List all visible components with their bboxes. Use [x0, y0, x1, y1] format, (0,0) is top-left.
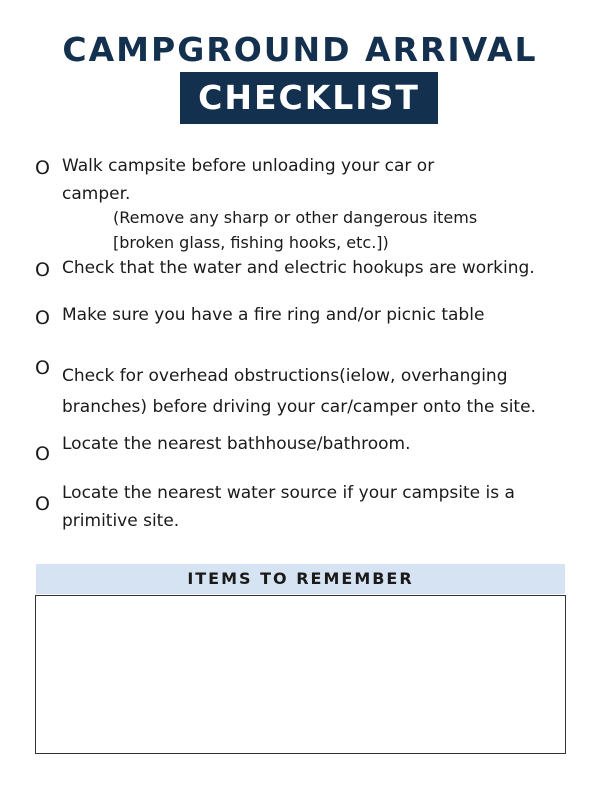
- checklist-item-text: Check that the water and electric hookups are working.: [62, 258, 535, 278]
- items-to-remember-box[interactable]: [35, 595, 566, 754]
- checklist-item-text: Walk campsite before unloading your car or camper.: [62, 156, 435, 204]
- checklist-item-text: Locate the nearest water source if your campsite is a primitive site.: [62, 483, 515, 531]
- checklist-item-text: Make sure you have a fire ring and/or picnic table: [62, 305, 485, 325]
- checklist-item-note: (Remove any sharp or other dangerous items [broken glass, fishing hooks, etc.]): [113, 208, 478, 252]
- checkbox-circle-icon[interactable]: O: [35, 443, 50, 465]
- page-title: CAMPGROUND ARRIVAL: [62, 30, 538, 69]
- checklist-item-text: Locate the nearest bathhouse/bathroom.: [62, 434, 411, 454]
- checklist-item-text: Check for overhead obstructions(ielow, overhanging branches) before driving your car/camper onto the site.: [62, 366, 536, 417]
- checklist-banner: CHECKLIST: [180, 72, 438, 124]
- checkbox-circle-icon[interactable]: O: [35, 157, 50, 179]
- checkbox-circle-icon[interactable]: O: [35, 357, 50, 379]
- checkbox-circle-icon[interactable]: O: [35, 307, 50, 329]
- checkbox-circle-icon[interactable]: O: [35, 259, 50, 281]
- checkbox-circle-icon[interactable]: O: [35, 493, 50, 515]
- items-to-remember-heading: ITEMS TO REMEMBER: [36, 564, 565, 594]
